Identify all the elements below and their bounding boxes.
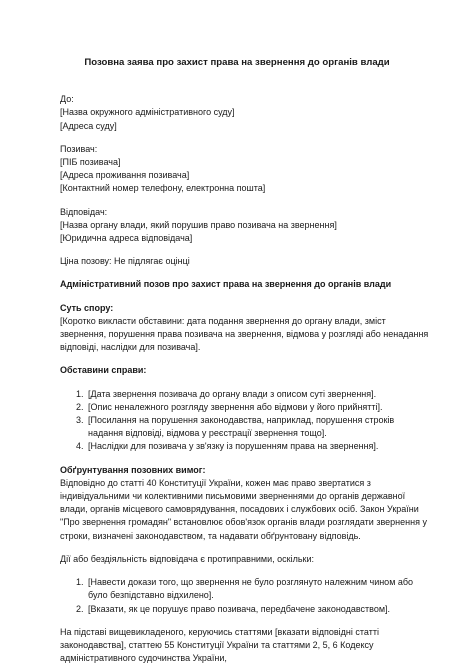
essence-line: відповіді, наслідки для позивача]. <box>60 342 201 353</box>
basis-line: законодавства], статтею 55 Конституції України та статтями 2, 5, 6 Кодексу <box>60 639 374 650</box>
defendant-block <box>60 206 414 246</box>
list-item-text: надання відповіді, відмова у реєстрації звернення тощо]. <box>88 428 327 439</box>
list-item <box>86 603 414 616</box>
document-title: Позовна заява про захист права на звернення до органів влади <box>84 57 390 68</box>
plaintiff-block <box>60 143 414 196</box>
grounds-block <box>60 464 427 543</box>
list-item <box>86 401 414 414</box>
to-block <box>60 93 414 133</box>
plaintiff-name: [ПІБ позивача] <box>60 157 121 168</box>
list-item-text: було безпідставно відхилено]. <box>88 590 214 601</box>
to-label: До: <box>60 94 74 105</box>
list-item <box>86 440 414 453</box>
list-item-text: 1. [Дата звернення позивача до органу влади з описом суті звернення]. <box>88 388 377 399</box>
unlawful-list <box>60 576 414 616</box>
list-item-text: 2. [Вказати, як це порушує право позивача, передбачене законодавством]. <box>88 603 391 614</box>
grounds-line: "Про звернення громадян" встановлює обов'язок органів влади розглядати звернення у <box>60 517 427 528</box>
essence-line: звернення, порушення права позивача на звернення, відмова у розгляді або ненадання <box>60 329 429 340</box>
essence-block <box>60 302 429 355</box>
court-name: [Назва окружного адміністративного суду] <box>60 107 235 118</box>
list-item <box>86 388 414 401</box>
circumstances-heading: Обставини справи: <box>60 365 147 376</box>
essence-line: [Коротко викласти обставини: дата подання звернення до органу влади, зміст <box>60 315 386 326</box>
plaintiff-address: [Адреса проживання позивача] <box>60 170 190 181</box>
court-address: [Адреса суду] <box>60 120 117 131</box>
grounds-heading: Обґрунтування позовних вимог: <box>60 464 206 475</box>
list-item-text: 3. [Посилання на порушення законодавства, наприклад, порушення строків <box>88 415 395 426</box>
defendant-label: Відповідач: <box>60 206 108 217</box>
list-item-text: 1. [Навести докази того, що звернення не було розглянуто належним чином або <box>88 577 414 588</box>
defendant-name: [Назва органу влади, який порушив право позивача на звернення] <box>60 219 337 230</box>
plaintiff-contacts: [Контактний номер телефону, електронна пошта] <box>60 183 266 194</box>
circumstances-list <box>60 388 414 454</box>
list-item <box>86 414 414 440</box>
essence-heading: Суть спору: <box>60 302 114 313</box>
defendant-address: [Юридична адреса відповідача] <box>60 233 193 244</box>
grounds-line: строки, визначені законодавством, та надавати обґрунтовану відповідь. <box>60 530 361 541</box>
basis-line: На підставі вищевикладеного, керуючись статтями [вказати відповідні статті <box>60 626 379 637</box>
basis-line: адміністративного судочинства України, <box>60 653 227 664</box>
list-item-text: 2. [Опис неналежного розгляду звернення або відмови у його прийнятті]. <box>88 401 383 412</box>
claim-value: Ціна позову: Не підлягає оцінці <box>60 256 190 267</box>
claim-title: Адміністративний позов про захист права на звернення до органів влади <box>60 279 392 290</box>
grounds-line: Відповідно до статті 40 Конституції України, кожен має право звертатися з <box>60 477 371 488</box>
grounds-line: індивідуальними чи колективними письмовими зверненнями до органів державної <box>60 491 406 502</box>
list-item <box>86 576 414 602</box>
grounds-line: влади, органів місцевого самоврядування, посадових і службових осіб. Закон України <box>60 504 419 515</box>
basis-block <box>60 626 414 666</box>
list-item-text: 4. [Наслідки для позивача у зв'язку із порушенням права на звернення]. <box>88 441 379 452</box>
plaintiff-label: Позивач: <box>60 143 98 154</box>
unlawful-intro: Дії або бездіяльність відповідача є протиправними, оскільки: <box>60 553 314 564</box>
